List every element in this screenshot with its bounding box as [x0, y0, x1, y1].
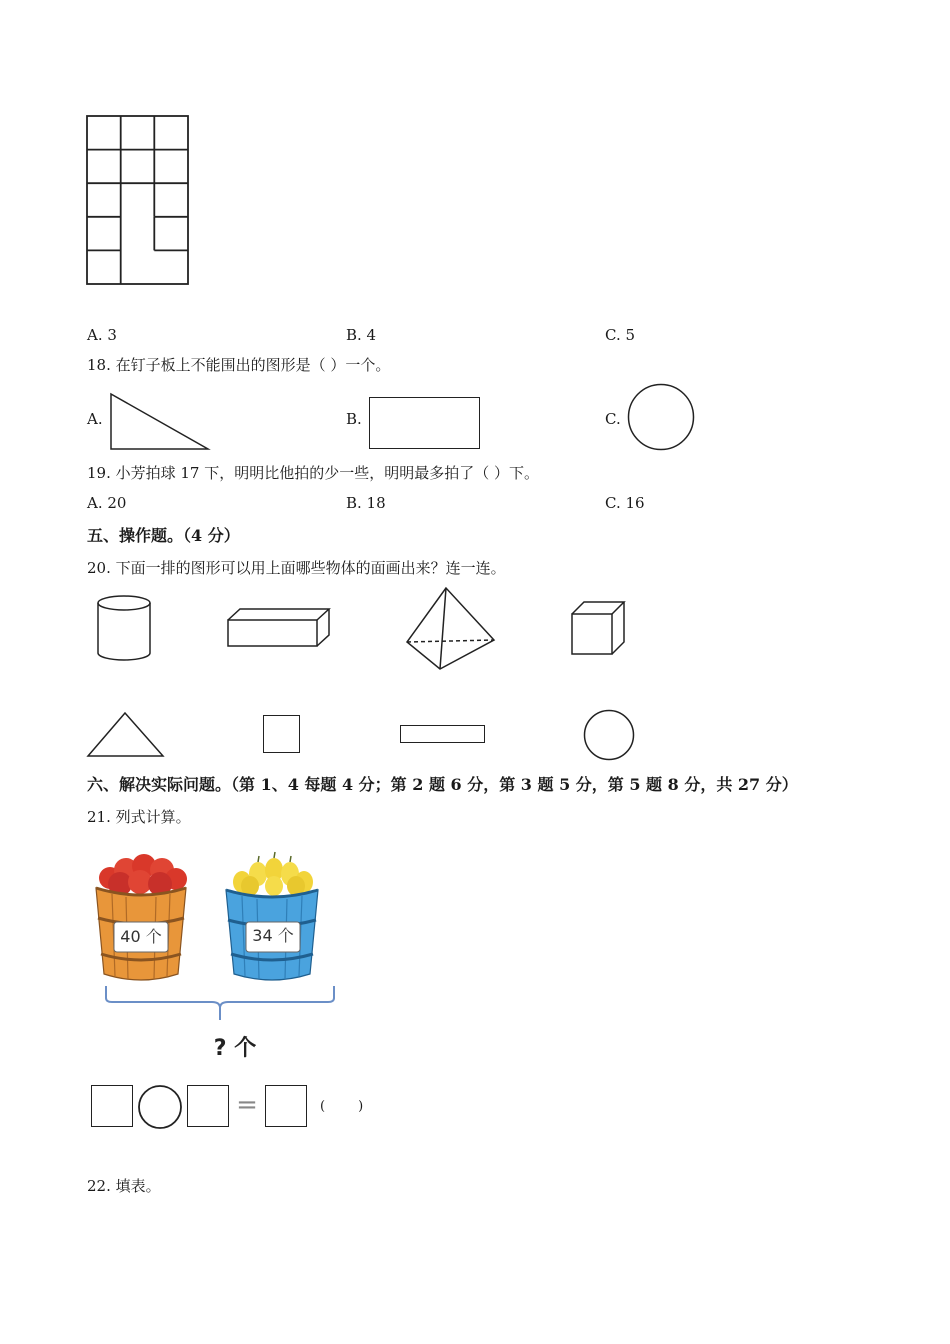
answer-box-1[interactable]: [91, 1085, 133, 1127]
rectangle-shape: [369, 397, 480, 449]
right-triangle-shape: [110, 393, 210, 451]
q17-option-b[interactable]: B. 4: [346, 326, 377, 344]
cuboid-solid: [227, 608, 331, 648]
triangle-shape: [86, 711, 166, 759]
cylinder-solid: [96, 594, 154, 664]
pear-basket-image: [220, 850, 324, 982]
total-unknown-label: ? 个: [213, 1036, 257, 1061]
cube-solid: [571, 601, 627, 657]
circle-shape-2: [583, 709, 635, 761]
q19-option-c[interactable]: C. 16: [605, 494, 645, 512]
q19-question: 19. 小芳拍球 17 下，明明比他拍的少一些，明明最多拍了（ ）下。: [87, 464, 540, 482]
q18-option-c[interactable]: C.: [605, 410, 621, 428]
q20-question: 20. 下面一排的图形可以用上面哪些物体的面画出来？连一连。: [87, 559, 506, 577]
pear-count-label: 34 个: [252, 926, 294, 945]
answer-box-result[interactable]: [265, 1085, 307, 1127]
circle-shape: [627, 383, 695, 451]
q17-option-c[interactable]: C. 5: [605, 326, 636, 344]
q17-option-a[interactable]: A. 3: [87, 326, 117, 344]
long-rectangle-shape: [400, 725, 485, 743]
apple-count-label: 40 个: [120, 927, 162, 946]
q18-option-a[interactable]: A.: [87, 410, 103, 428]
q19-option-b[interactable]: B. 18: [346, 494, 386, 512]
answer-box-2[interactable]: [187, 1085, 229, 1127]
q22-question: 22. 填表。: [87, 1177, 161, 1195]
q18-option-b[interactable]: B.: [346, 410, 362, 428]
apple-basket-image: [90, 846, 192, 982]
q21-question: 21. 列式计算。: [87, 808, 191, 826]
grid-figure: [86, 115, 190, 287]
operator-circle[interactable]: [137, 1084, 183, 1130]
unit-answer-blank[interactable]: ( ): [320, 1099, 364, 1114]
total-brace: [104, 984, 336, 1024]
square-shape: [263, 715, 300, 753]
q19-option-a[interactable]: A. 20: [87, 494, 127, 512]
section-5-heading: 五、操作题。（4 分）: [87, 526, 240, 545]
equals-sign: =: [236, 1090, 258, 1120]
q18-question: 18. 在钉子板上不能围出的图形是（ ）一个。: [87, 356, 391, 374]
section-6-heading: 六、解决实际问题。（第 1、4 每题 4 分；第 2 题 6 分，第 3 题 5 分，第 5 题 8 分，共 27 分）: [87, 775, 798, 794]
pyramid-solid: [405, 586, 497, 672]
